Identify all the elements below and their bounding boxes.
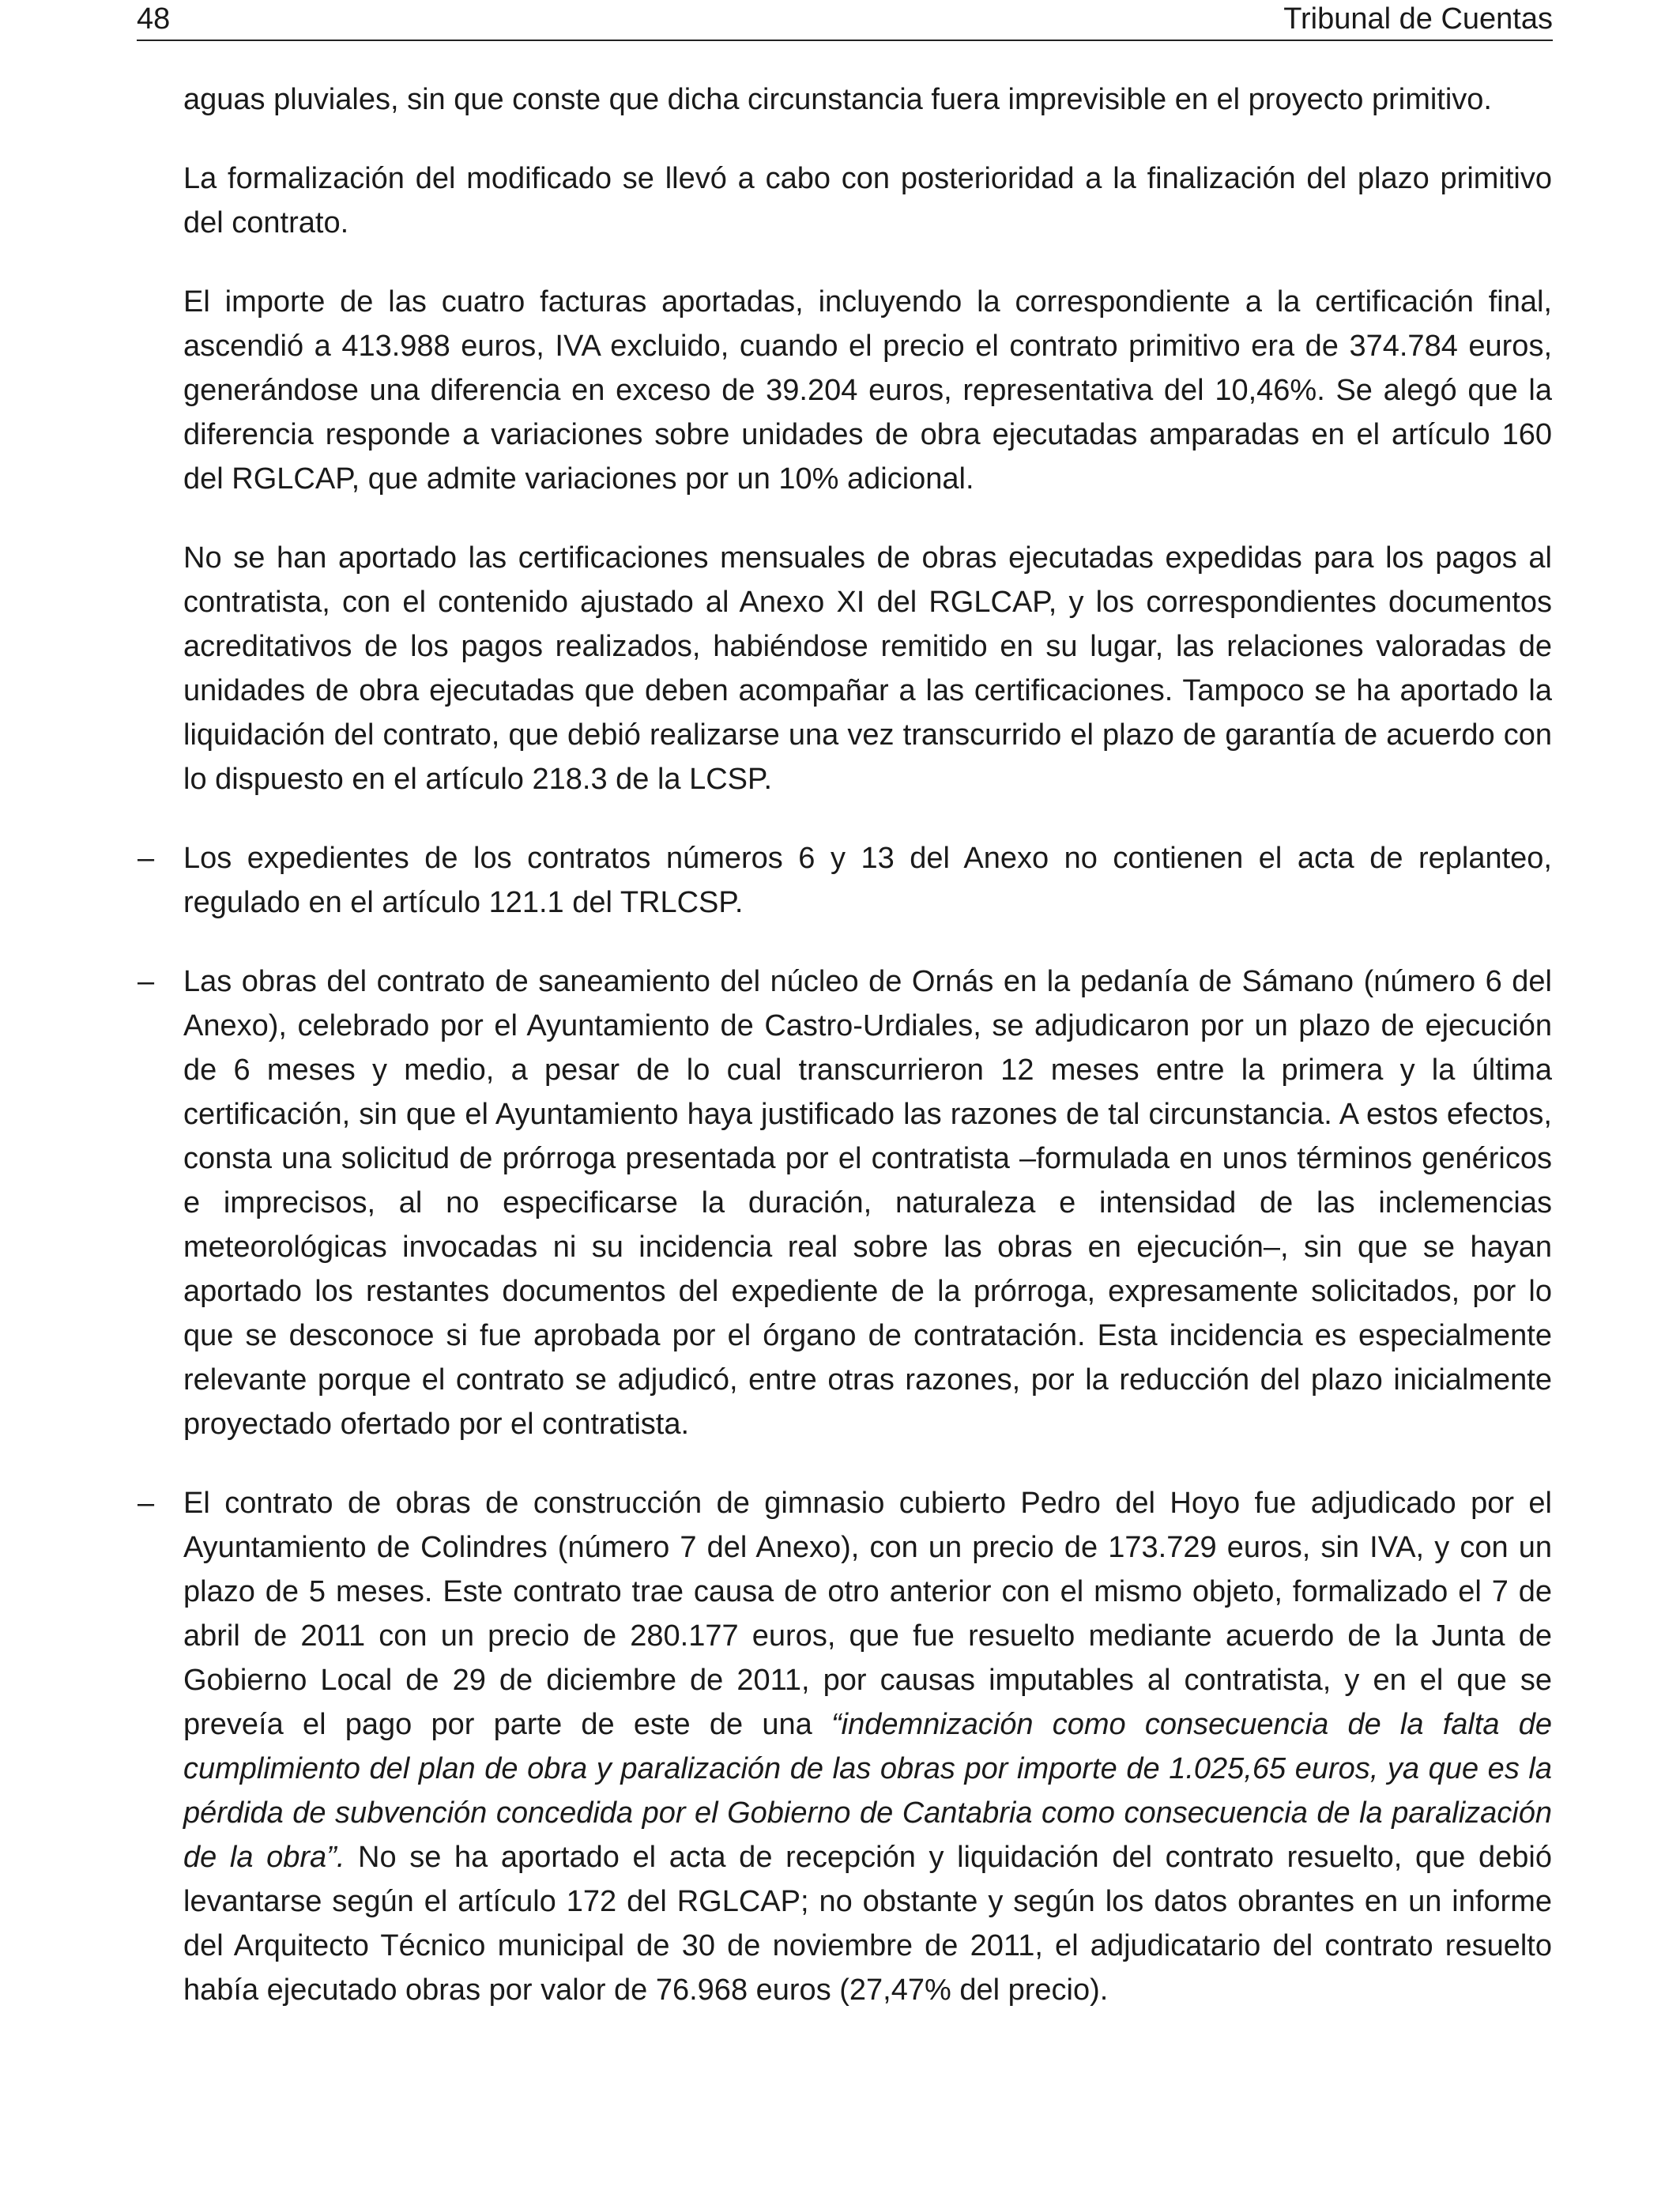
paragraph-2: La formalización del modificado se llevó a cabo con posterioridad a la finalización del plazo primitivo del contrato. — [183, 162, 1552, 239]
running-title: Tribunal de Cuentas — [1283, 2, 1553, 36]
quoted-text: “indemnización como consecuencia de la falta de cumplimiento del plan de obra y paralización de las obras por importe de 1.025,65 euros, ya que es la pérdida de subvención concedida por el Gobierno de Cantabria como consecuencia de la paralización de la obra”. — [183, 1708, 1552, 1874]
bullet-text-3-tail: No se ha aportado el acta de recepción y liquidación del contrato resuelto, que debió levantarse según el artículo 172 del RGLCAP; no obstante y según los datos obrantes en un informe del Arquitecto Técnico municipal de 30 de noviembre de 2011, el adjudicatario del contrato resuelto había ejecutado obras por valor de 76.968 euros (27,47% del precio). — [183, 1841, 1552, 2007]
bullet-dash: – — [137, 1487, 155, 1520]
bullet-dash: – — [137, 965, 155, 998]
paragraph-3: El importe de las cuatro facturas aportadas, incluyendo la correspondiente a la certificación final, ascendió a 413.988 euros, IVA excluido, cuando el precio el contrato primitivo era de 374.784 euros, generándose una diferencia en exceso de 39.204 euros, representativa del 10,46%. Se alegó que la diferencia responde a variaciones sobre unidades de obra ejecutadas amparadas en el artículo 160 del RGLCAP, que admite variaciones por un 10% adicional. — [183, 285, 1552, 496]
bullet-text-1: Los expedientes de los contratos números 6 y 13 del Anexo no contienen el acta de replanteo, regulado en el artículo 121.1 del TRLCSP. — [183, 842, 1552, 919]
page-number: 48 — [137, 2, 171, 36]
page-body — [137, 77, 1552, 2047]
bullet-item-1 — [137, 836, 1552, 925]
page-header — [137, 0, 1553, 41]
paragraph-1: aguas pluviales, sin que conste que dicha circunstancia fuera imprevisible en el proyecto primitivo. — [183, 83, 1492, 116]
bullet-text-2: Las obras del contrato de saneamiento del núcleo de Ornás en la pedanía de Sámano (número 6 del Anexo), celebrado por el Ayuntamiento de Castro-Urdiales, se adjudicaron por un plazo de ejecución de 6 meses y medio, a pesar de lo cual transcurrieron 12 meses entre la primera y la última certificación, sin que el Ayuntamiento haya justificado las razones de tal circunstancia. A estos efectos, consta una solicitud de prórroga presentada por el contratista –formulada en unos términos genéricos e imprecisos, al no especificarse la duración, naturaleza e intensidad de las inclemencias meteorológicas invocadas ni su incidencia real sobre las obras en ejecución–, sin que se hayan aportado los restantes documentos del expediente de la prórroga, expresamente solicitados, por lo que se desconoce si fue aprobada por el órgano de contratación. Esta incidencia es especialmente relevante porque el contrato se adjudicó, entre otras razones, por la reducción del plazo inicialmente proyectado ofertado por el contratista. — [183, 965, 1552, 1441]
bullet-dash: – — [137, 842, 155, 875]
bullet-text-3 — [183, 1481, 1552, 2012]
paragraph-4: No se han aportado las certificaciones mensuales de obras ejecutadas expedidas para los pagos al contratista, con el contenido ajustado al Anexo XI del RGLCAP, y los correspondientes documentos acreditativos de los pagos realizados, habiéndose remitido en su lugar, las relaciones valoradas de unidades de obra ejecutadas que deben acompañar a las certificaciones. Tampoco se ha aportado la liquidación del contrato, que debió realizarse una vez transcurrido el plazo de garantía de acuerdo con lo dispuesto en el artículo 218.3 de la LCSP. — [183, 541, 1552, 796]
bullet-text-3-lead: El contrato de obras de construcción de gimnasio cubierto Pedro del Hoyo fue adjudicado por el Ayuntamiento de Colindres (número 7 del Anexo), con un precio de 173.729 euros, sin IVA, y con un plazo de 5 meses. Este contrato trae causa de otro anterior con el mismo objeto, formalizado el 7 de abril de 2011 con un precio de 280.177 euros, que fue resuelto mediante acuerdo de la Junta de Gobierno Local de 29 de diciembre de 2011, por causas imputables al contratista, y en el que se preveía el pago por parte de este de una — [183, 1487, 1552, 1741]
bullet-item-2 — [137, 959, 1552, 1446]
bullet-item-3 — [137, 1481, 1552, 2012]
